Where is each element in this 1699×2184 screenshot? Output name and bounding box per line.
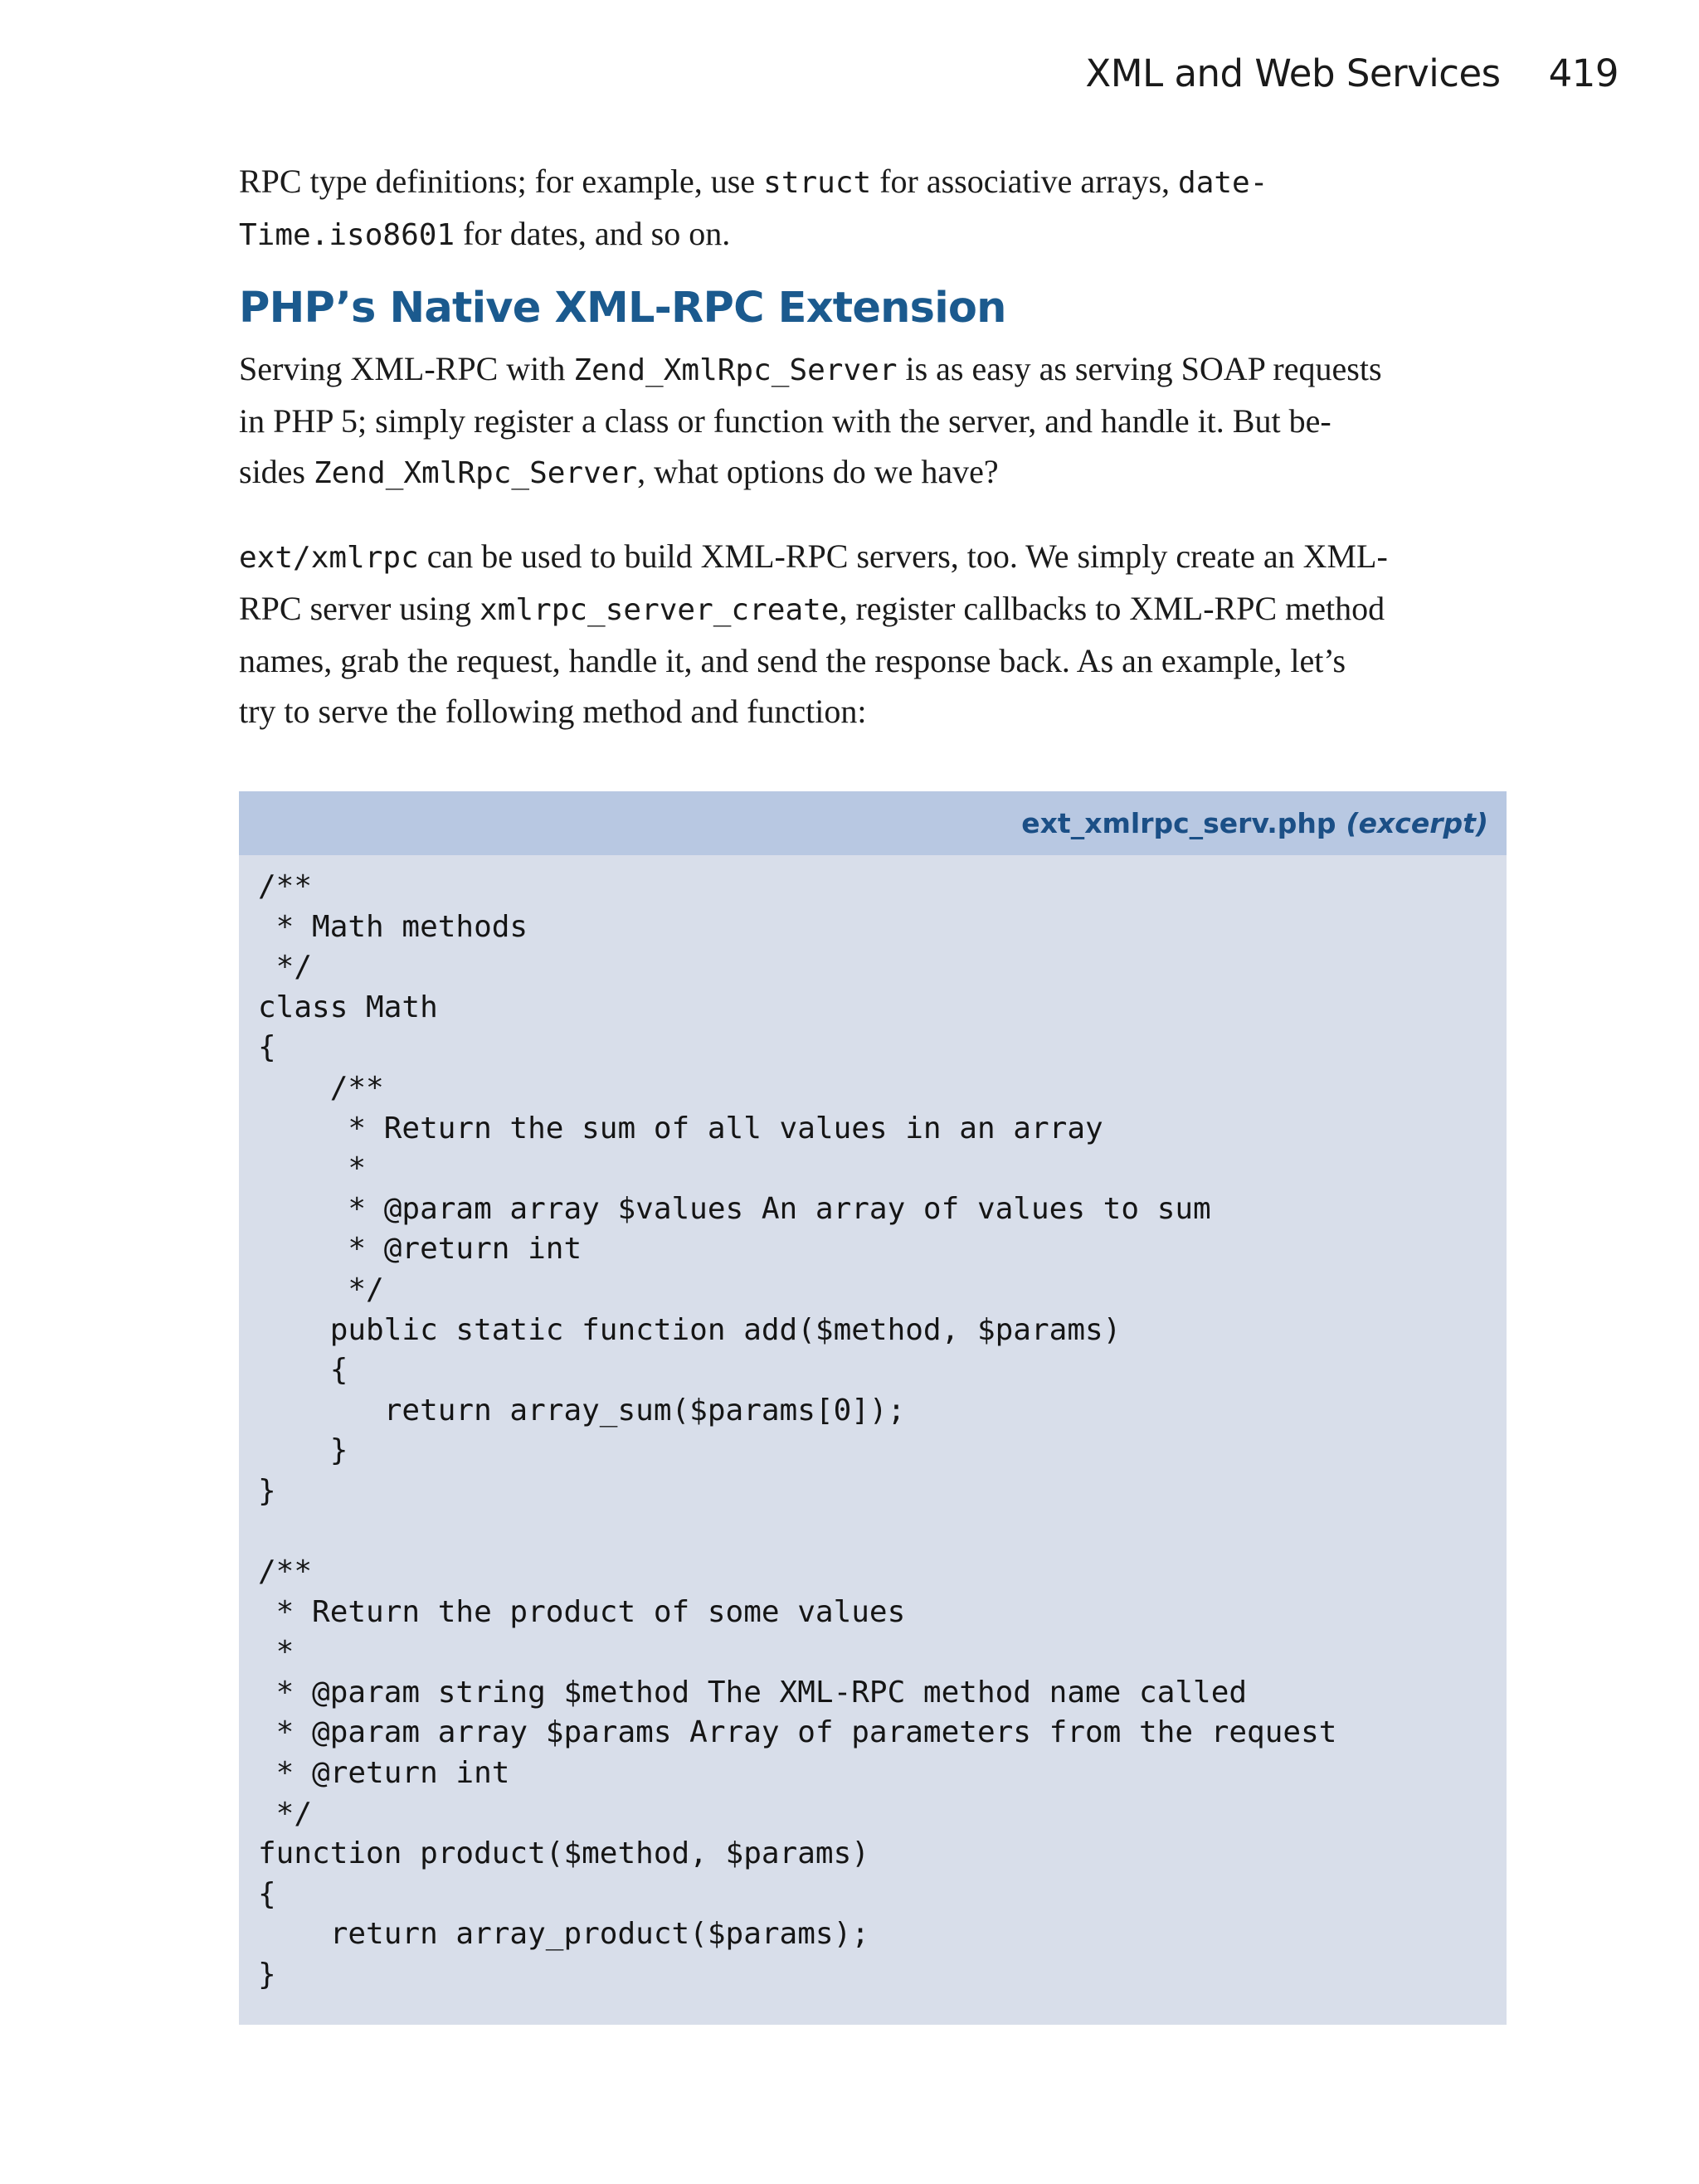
para1-text-3: in PHP 5; simply register a class or function with the server, and handle it. But be- bbox=[239, 402, 1331, 440]
para1-text-1: Serving XML-RPC with bbox=[239, 350, 574, 387]
running-head bbox=[1085, 48, 1619, 98]
code-listing-filename: ext_xmlrpc_serv.php bbox=[1021, 807, 1336, 839]
para2-text-4: names, grab the request, handle it, and send the response back. As an example, let’s bbox=[239, 642, 1346, 679]
para1-text-2: is as easy as serving SOAP requests bbox=[897, 350, 1382, 387]
para1-code-zend-server: Zend_XmlRpc_Server bbox=[573, 353, 898, 387]
intro-text-3: for dates, and so on. bbox=[455, 215, 731, 252]
paragraph-ext-xmlrpc bbox=[239, 531, 1507, 737]
page-content bbox=[239, 156, 1507, 737]
para1-text-5: , what options do we have? bbox=[637, 453, 999, 490]
paragraph-serving-xmlrpc bbox=[239, 343, 1507, 499]
intro-paragraph bbox=[239, 156, 1507, 260]
para2-code-server-create: xmlrpc_server_create bbox=[480, 593, 840, 627]
para1-text-4: sides bbox=[239, 453, 314, 490]
running-head-section-title: XML and Web Services bbox=[1085, 51, 1501, 95]
code-listing-excerpt-note: (excerpt) bbox=[1346, 807, 1488, 839]
para2-text-2: RPC server using bbox=[239, 590, 480, 627]
para2-text-3: , register callbacks to XML-RPC method bbox=[839, 590, 1385, 627]
code-listing-header bbox=[239, 791, 1507, 855]
intro-text-1: RPC type definitions; for example, use bbox=[239, 163, 764, 200]
code-block: /** * Math methods */ class Math { /** * Return the sum of all values in an array * * @param array $values An array of values to sum * @return int */ public static function add($method, $params) { return array_sum($params[0]); } } /** * Return the product of some values * * @param string $method The XML-RPC method name called * @param array $params Array of parameters from the request * @return int */ function product($method, $params) { return array_product($params); } bbox=[258, 869, 1337, 1992]
intro-text-2: for associative arrays, bbox=[871, 163, 1179, 200]
para1-code-zend-server-2: Zend_XmlRpc_Server bbox=[314, 456, 638, 490]
intro-code-datetime-part1: date- bbox=[1178, 166, 1268, 200]
page-number: 419 bbox=[1548, 51, 1619, 95]
intro-code-struct: struct bbox=[763, 166, 872, 200]
code-listing bbox=[239, 791, 1507, 2025]
para2-text-5: try to serve the following method and function: bbox=[239, 693, 867, 730]
intro-code-datetime-part2: Time.iso8601 bbox=[239, 218, 455, 252]
para2-code-ext-xmlrpc: ext/xmlrpc bbox=[239, 541, 419, 575]
section-heading: PHP’s Native XML-RPC Extension bbox=[239, 284, 1006, 333]
para2-text-1: can be used to build XML-RPC servers, too. We simply create an XML- bbox=[418, 537, 1388, 575]
